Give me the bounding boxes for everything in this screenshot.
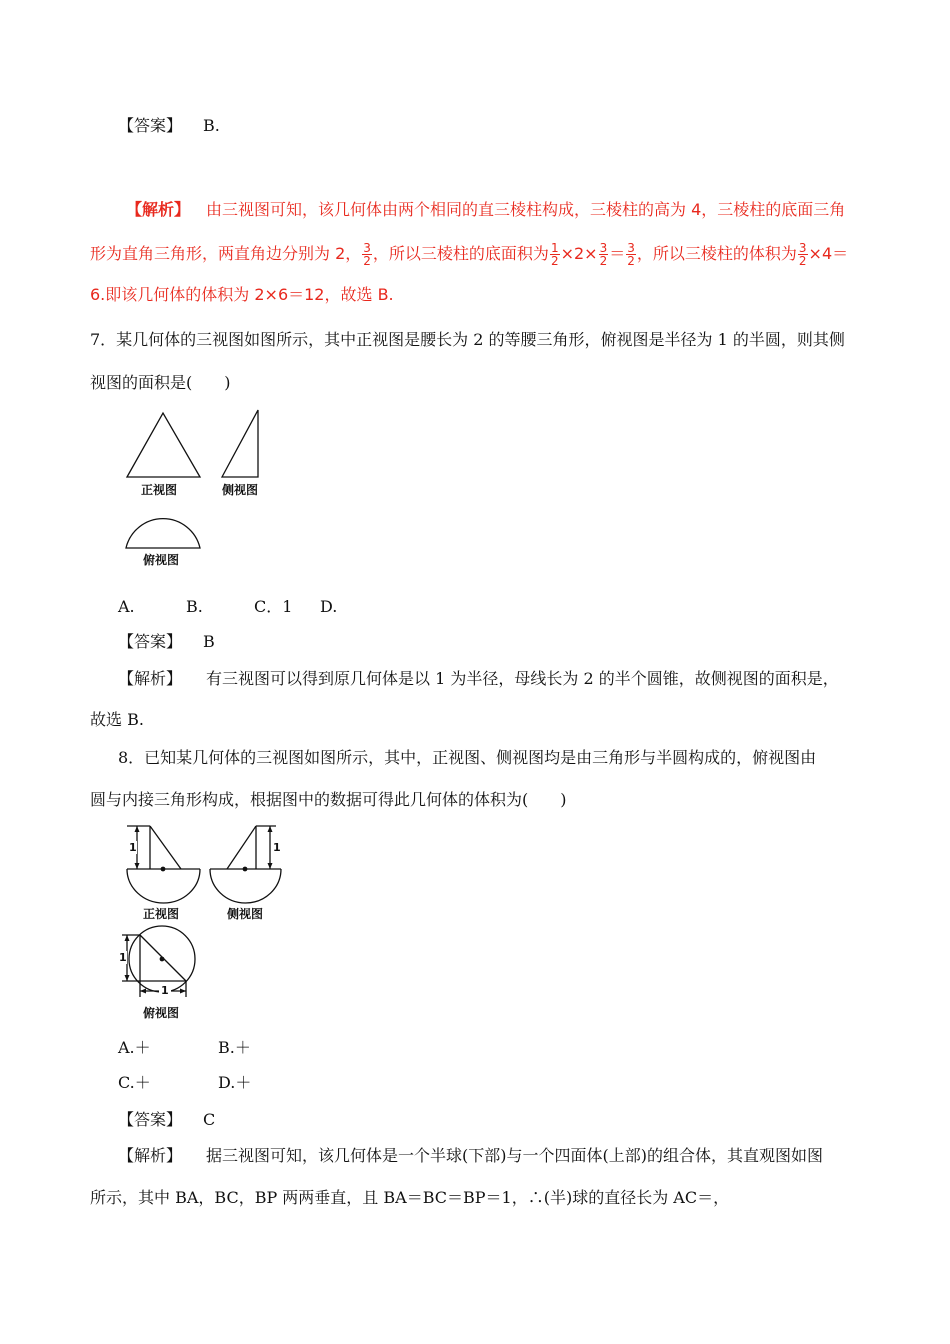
answer-tag: 【答案】	[118, 116, 183, 135]
option-a: A.	[118, 597, 135, 616]
option-d: D.	[320, 597, 338, 616]
q7-front-view-label: 正视图	[141, 483, 178, 497]
analysis-line: 有三视图可以得到原几何体是以 1 为半径，母线长为 2 的半个圆锥，故侧视图的面积是，	[206, 669, 839, 688]
analysis-line: 6.即该几何体的体积为 2×6＝12，故选 B.	[90, 285, 394, 304]
answer-tag: 【答案】	[118, 1110, 183, 1129]
q7-side-view-label: 侧视图	[222, 483, 259, 497]
q8-side-view-label: 侧视图	[227, 907, 264, 921]
analysis-line: 所示，其中 BA，BC，BP 两两垂直，且 BA＝BC＝BP＝1，∴(半)球的直径长为 AC＝，	[90, 1188, 730, 1207]
q8-top-view-label: 俯视图	[143, 1006, 180, 1020]
q7-top-view-label: 俯视图	[143, 553, 180, 567]
q8-dimension-label: 1	[273, 841, 281, 854]
option-d: D.＋	[218, 1073, 252, 1092]
analysis-line: 据三视图可知，该几何体是一个半球(下部)与一个四面体(上部)的组合体，其直观图如图	[206, 1146, 823, 1165]
option-b: B.＋	[218, 1038, 251, 1057]
fraction: $\frac{1}{2}$	[550, 241, 559, 268]
fraction: $\frac{3}{2}$	[627, 241, 635, 268]
answer-value: B	[203, 632, 215, 651]
answer-tag: 【答案】	[118, 632, 183, 651]
analysis-line: 由三视图可知，该几何体由两个相同的直三棱柱构成，三棱柱的高为 4，三棱柱的底面三角	[206, 200, 846, 219]
fraction: $\frac{3}{2}$	[599, 241, 608, 268]
q8-front-view-label: 正视图	[143, 907, 180, 921]
answer-value: C	[203, 1110, 216, 1129]
fraction: $\frac{3}{2}$	[798, 241, 807, 268]
option-b: B.	[186, 597, 203, 616]
question-8-text: 圆与内接三角形构成，根据图中的数据可得此几何体的体积为( )	[90, 790, 567, 809]
option-c: C.＋	[118, 1073, 151, 1092]
q8-dimension-label: 1	[119, 951, 127, 964]
answer-value: B.	[203, 116, 220, 135]
q8-dimension-label: 1	[129, 841, 137, 854]
q8-dimension-label: 1	[161, 984, 169, 997]
question-8-text: 8．已知某几何体的三视图如图所示，其中，正视图、侧视图均是由三角形与半圆构成的，俯视图由	[118, 748, 817, 767]
fraction: $\frac{3}{2}$	[363, 241, 371, 268]
question-7-text: 7．某几何体的三视图如图所示，其中正视图是腰长为 2 的等腰三角形，俯视图是半径为 1 的半圆，则其侧	[90, 330, 845, 349]
option-a: A.＋	[118, 1038, 151, 1057]
analysis-line: 故选 B.	[90, 710, 144, 729]
analysis-tag: 【解析】	[118, 1146, 183, 1165]
question-7-text: 视图的面积是( )	[90, 373, 231, 392]
analysis-tag: 【解析】	[126, 200, 191, 219]
analysis-line: 形为直角三角形，两直角边分别为 2， $\frac{3}{2}$ ，所以三棱柱的底面积为 $\frac{1}{2}$ ×2× $\frac{3}{2}$ ＝ $\frac{3}{2}$ ，所以三棱柱的体积为 $\frac{3}{2}$ ×4＝	[90, 241, 849, 268]
analysis-tag: 【解析】	[118, 669, 183, 688]
option-c: C．1	[254, 597, 293, 616]
